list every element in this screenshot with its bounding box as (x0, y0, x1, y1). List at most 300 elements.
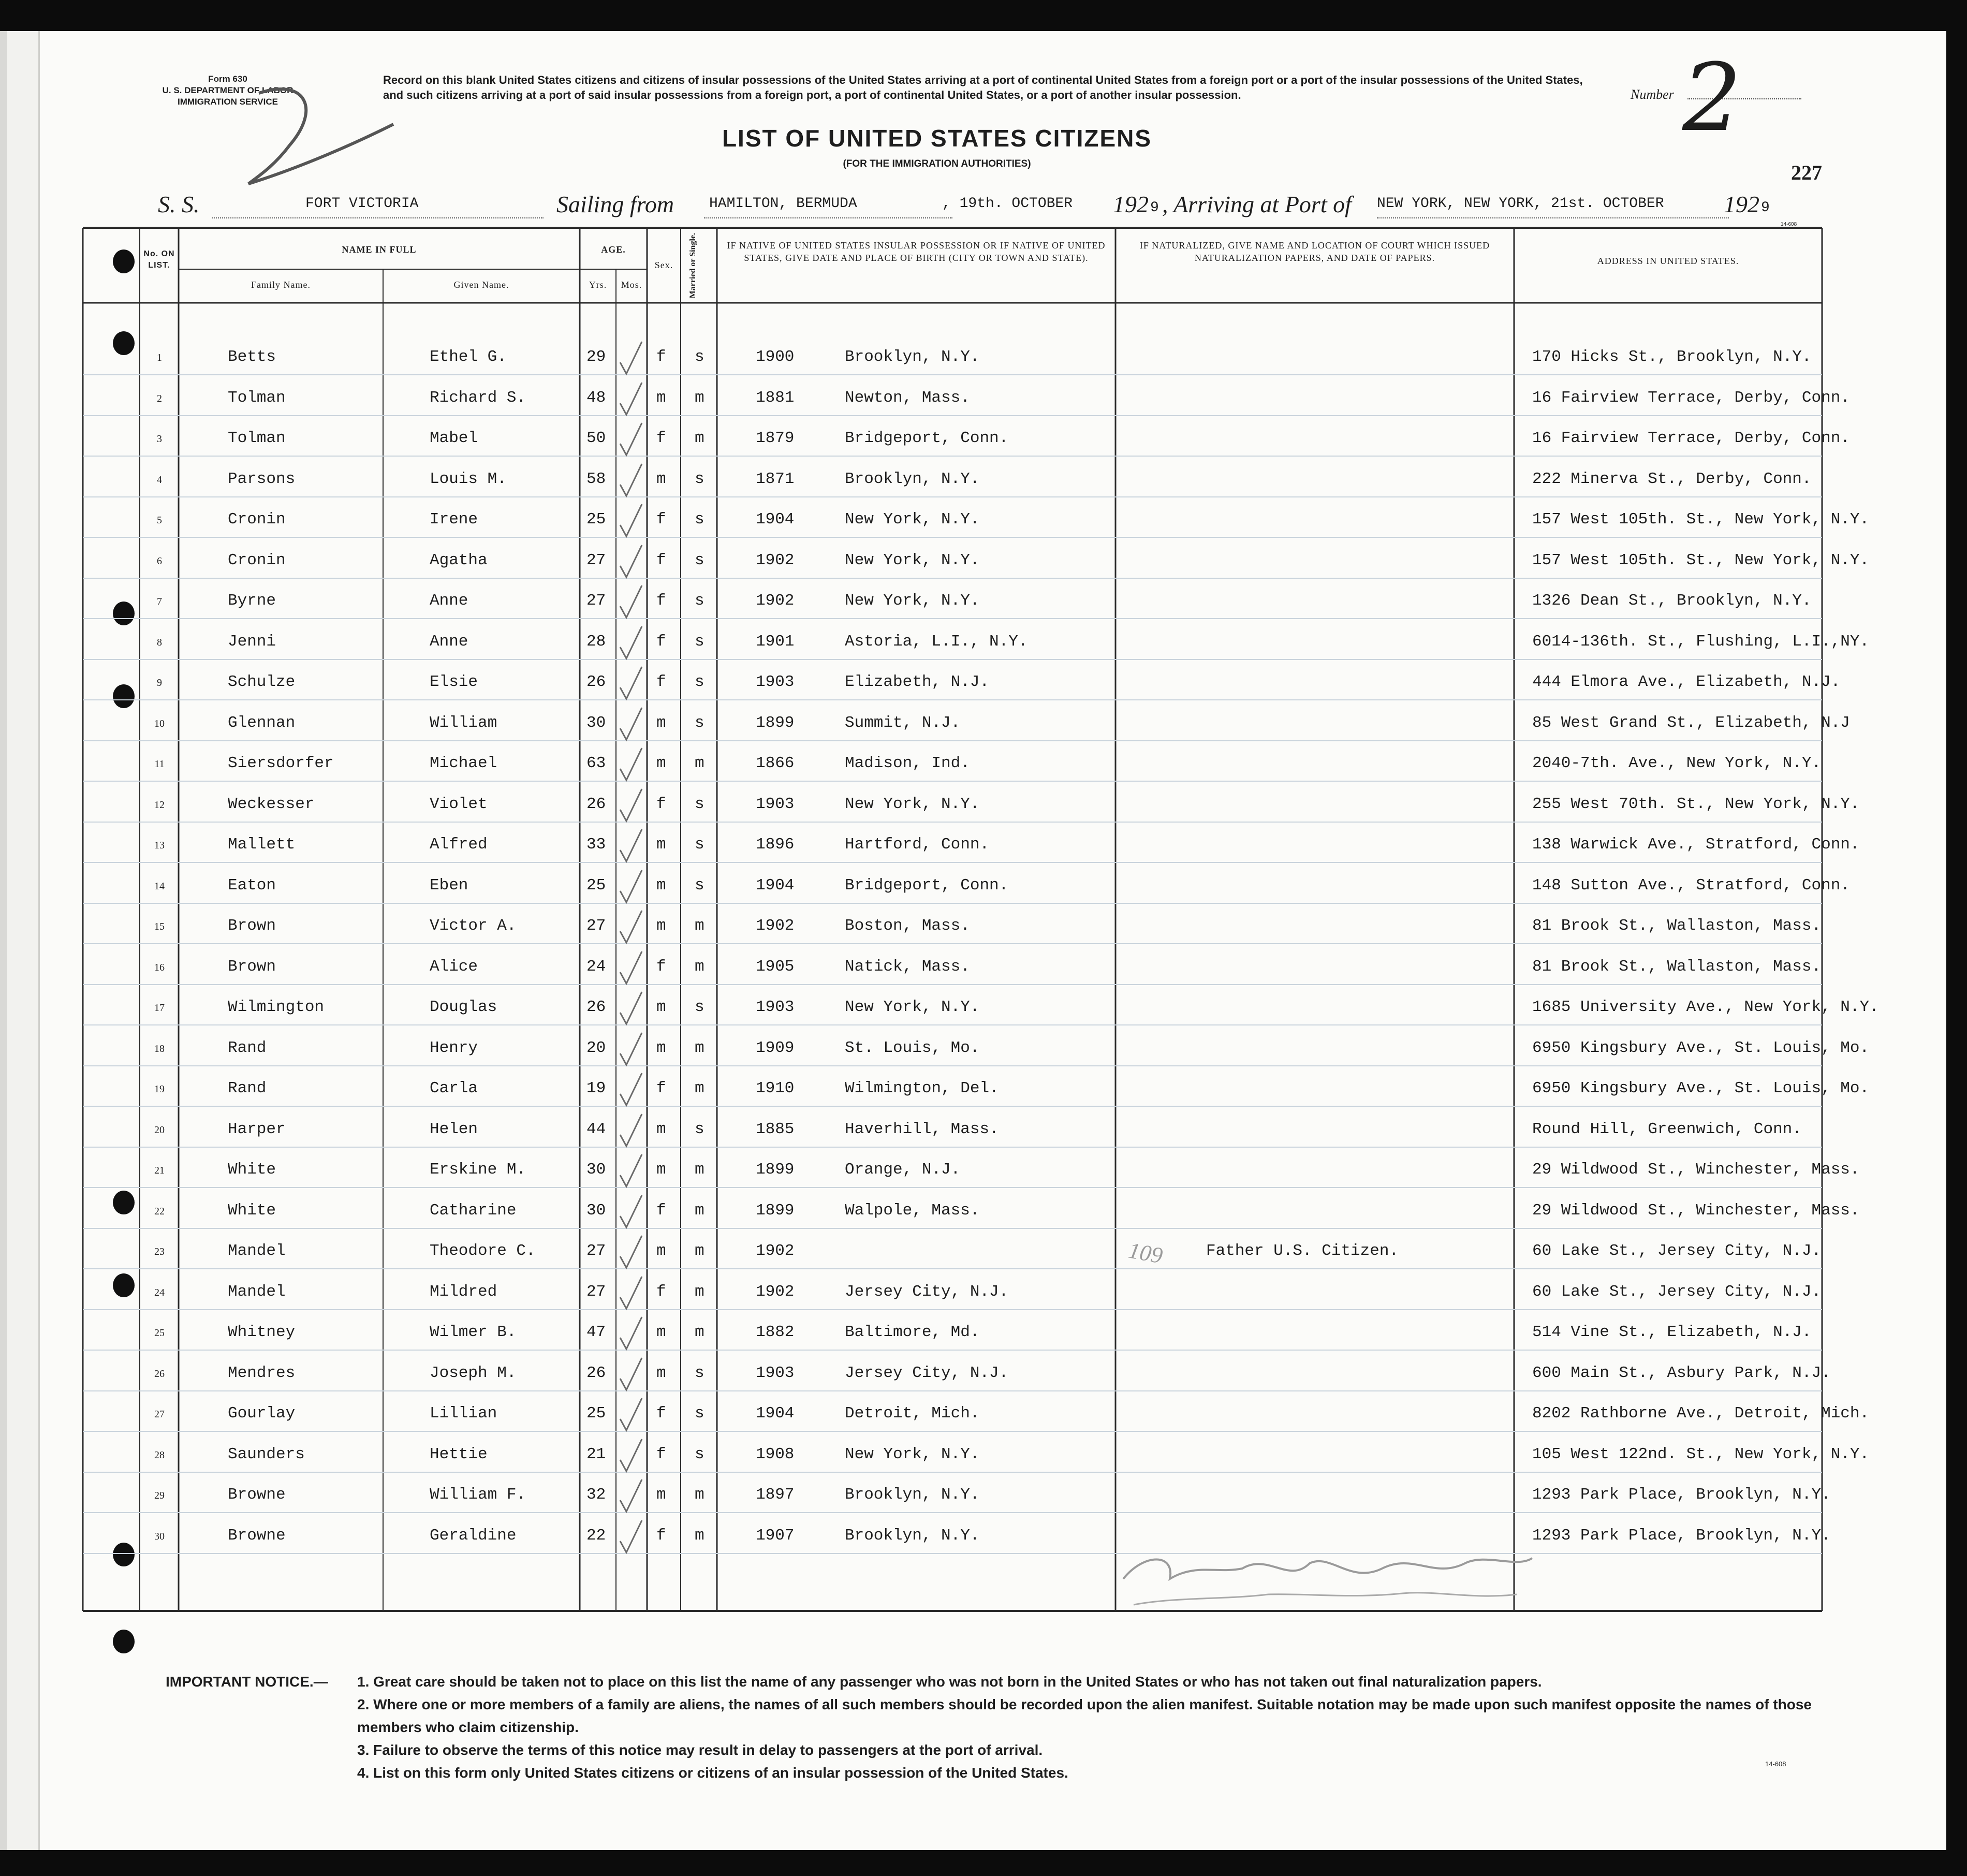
sex-cell: m (656, 1120, 666, 1138)
birth-place-cell: Bridgeport, Conn. (845, 429, 1009, 447)
row-number-cell: 17 (154, 1002, 165, 1014)
given-name-cell: Lillian (430, 1404, 497, 1423)
sex-cell: m (656, 1323, 666, 1341)
age-years-cell: 50 (586, 429, 606, 447)
given-name-cell: Hettie (430, 1445, 488, 1463)
birth-year-cell: 1871 (756, 470, 795, 488)
address-cell: 105 West 122nd. St., New York, N.Y. (1532, 1445, 1870, 1463)
family-name-cell: Betts (228, 348, 276, 366)
marital-status-cell: m (695, 1161, 704, 1179)
marital-status-cell: m (695, 1079, 704, 1097)
family-name-cell: Parsons (228, 470, 296, 488)
row-number-cell: 22 (154, 1205, 165, 1217)
row-number-cell: 20 (154, 1124, 165, 1136)
given-name-cell: Eben (430, 876, 468, 895)
family-name-cell: Harper (228, 1120, 286, 1138)
address-cell: 222 Minerva St., Derby, Conn. (1532, 470, 1812, 488)
address-cell: 6014-136th. St., Flushing, L.I.,NY. (1532, 632, 1870, 651)
birth-year-cell: 1881 (756, 388, 795, 407)
given-name-cell: Theodore C. (430, 1242, 536, 1260)
birth-year-cell: 1904 (756, 510, 795, 529)
row-number-cell: 26 (154, 1368, 165, 1380)
address-cell: 148 Sutton Ave., Stratford, Conn. (1532, 876, 1850, 895)
marital-status-cell: s (695, 632, 704, 651)
address-cell: 157 West 105th. St., New York, N.Y. (1532, 551, 1870, 569)
birth-year-cell: 1903 (756, 795, 795, 813)
given-name-cell: William (430, 713, 497, 732)
birth-place-cell: Wilmington, Del. (845, 1079, 999, 1097)
marital-status-cell: s (695, 713, 704, 732)
address-cell: 16 Fairview Terrace, Derby, Conn. (1532, 388, 1850, 407)
family-name-cell: Rand (228, 1079, 267, 1097)
address-cell: 444 Elmora Ave., Elizabeth, N.J. (1532, 673, 1841, 691)
family-name-cell: White (228, 1161, 276, 1179)
birth-year-cell: 1907 (756, 1526, 795, 1545)
given-name-cell: Michael (430, 754, 497, 772)
address-cell: 6950 Kingsbury Ave., St. Louis, Mo. (1532, 1079, 1870, 1097)
arrive-year-digit: 9 (1761, 200, 1770, 216)
address-cell: 29 Wildwood St., Winchester, Mass. (1532, 1161, 1860, 1179)
family-name-cell: Mandel (228, 1282, 286, 1301)
given-name-cell: Mildred (430, 1282, 497, 1301)
arrive-year: 192 (1724, 191, 1759, 217)
family-name-cell: Gourlay (228, 1404, 296, 1423)
sex-cell: f (656, 673, 666, 691)
birth-year-cell: 1902 (756, 1282, 795, 1301)
sex-cell: f (656, 510, 666, 529)
given-name-cell: Richard S. (430, 388, 526, 407)
sex-cell: f (656, 429, 666, 447)
given-name-cell: Agatha (430, 551, 488, 569)
notice-item-4: 4. List on this form only United States citizens or citizens of an insular possession of the United States. (357, 1765, 1068, 1781)
birth-year-cell: 1902 (756, 551, 795, 569)
age-years-cell: 33 (586, 836, 606, 854)
marital-status-cell: m (695, 1526, 704, 1545)
given-name-cell: Irene (430, 510, 478, 529)
family-name-cell: Browne (228, 1486, 286, 1504)
given-name-cell: Louis M. (430, 470, 507, 488)
birth-year-cell: 1902 (756, 1242, 795, 1260)
address-cell: 2040-7th. Ave., New York, N.Y. (1532, 754, 1822, 772)
marital-status-cell: s (695, 592, 704, 610)
age-years-cell: 30 (586, 713, 606, 732)
address-cell: 29 Wildwood St., Winchester, Mass. (1532, 1201, 1860, 1220)
birth-place-cell: New York, N.Y. (845, 551, 980, 569)
list-number: 2 (1682, 44, 1742, 152)
birth-place-cell: Walpole, Mass. (845, 1201, 980, 1220)
birth-place-cell: Elizabeth, N.J. (845, 673, 990, 691)
given-name-cell: Alfred (430, 836, 488, 854)
row-number-cell: 12 (154, 799, 165, 811)
col-header-yrs: Yrs. (589, 280, 607, 290)
family-name-cell: Cronin (228, 510, 286, 529)
sex-cell: f (656, 1201, 666, 1220)
instructions-text: Record on this blank United States citizens and citizens of insular possessions of the United States arriving at a port of continental United States from a foreign port or a port of the insular possessions of the United States, and such citizens arriving at a port of said insular possessions from a foreign port, a port of continental United States, or a port of another insular possession. (383, 74, 1583, 101)
row-number-cell: 13 (154, 840, 165, 851)
col-header-name: NAME IN FULL (342, 244, 417, 255)
address-cell: 60 Lake St., Jersey City, N.J. (1532, 1282, 1822, 1301)
birth-year-cell: 1903 (756, 998, 795, 1016)
sex-cell: m (656, 388, 666, 407)
row-number-cell: 4 (157, 474, 162, 486)
birth-year-cell: 1904 (756, 876, 795, 895)
to-port: NEW YORK, NEW YORK, 21st. OCTOBER (1377, 196, 1664, 212)
sex-cell: f (656, 957, 666, 976)
address-cell: 8202 Rathborne Ave., Detroit, Mich. (1532, 1404, 1870, 1423)
sex-cell: f (656, 1282, 666, 1301)
birth-place-cell: Bridgeport, Conn. (845, 876, 1009, 895)
sex-cell: f (656, 1404, 666, 1423)
age-years-cell: 63 (586, 754, 606, 772)
family-name-cell: Schulze (228, 673, 296, 691)
address-cell: 138 Warwick Ave., Stratford, Conn. (1532, 836, 1860, 854)
col-header-no: No. ON LIST. (143, 250, 175, 270)
birth-place-cell: Summit, N.J. (845, 713, 961, 732)
birth-place-cell: Boston, Mass. (845, 917, 970, 935)
birth-year-cell: 1910 (756, 1079, 795, 1097)
sex-cell: m (656, 917, 666, 935)
notice-item-3: 3. Failure to observe the terms of this notice may result in delay to passengers at the port of arrival. (357, 1742, 1043, 1758)
sex-cell: f (656, 1079, 666, 1097)
family-name-cell: Tolman (228, 429, 286, 447)
age-years-cell: 30 (586, 1201, 606, 1220)
marital-status-cell: m (695, 1282, 704, 1301)
age-years-cell: 24 (586, 957, 606, 976)
row-number-cell: 29 (154, 1490, 165, 1501)
sex-cell: f (656, 592, 666, 610)
row-number-cell: 24 (154, 1286, 165, 1298)
col-header-married: Married or Single. (688, 233, 697, 299)
family-name-cell: White (228, 1201, 276, 1220)
given-name-cell: Geraldine (430, 1526, 517, 1545)
row-number-cell: 28 (154, 1449, 165, 1461)
birth-place-cell: Brooklyn, N.Y. (845, 348, 980, 366)
address-cell: 600 Main St., Asbury Park, N.J. (1532, 1364, 1831, 1382)
col-header-age: AGE. (601, 244, 626, 255)
marital-status-cell: s (695, 551, 704, 569)
row-number-cell: 30 (154, 1530, 165, 1542)
given-name-cell: Elsie (430, 673, 478, 691)
birth-place-cell: Brooklyn, N.Y. (845, 470, 980, 488)
birth-year-cell: 1902 (756, 917, 795, 935)
notice-item-2: 2. Where one or more members of a family are aliens, the names of all such members should be recorded upon the alien manifest. Suitable notation may be made upon such manifest opposite the names of those members who claim citizenship. (357, 1696, 1812, 1735)
notice-lead: IMPORTANT NOTICE.— (166, 1674, 328, 1690)
birth-year-cell: 1905 (756, 957, 795, 976)
col-header-family: Family Name. (251, 280, 311, 290)
age-years-cell: 27 (586, 1282, 606, 1301)
address-cell: 16 Fairview Terrace, Derby, Conn. (1532, 429, 1850, 447)
age-years-cell: 47 (586, 1323, 606, 1341)
marital-status-cell: s (695, 470, 704, 488)
address-cell: 60 Lake St., Jersey City, N.J. (1532, 1242, 1822, 1260)
address-cell: 157 West 105th. St., New York, N.Y. (1532, 510, 1870, 529)
birth-place-cell: Baltimore, Md. (845, 1323, 980, 1341)
birth-year-cell: 1901 (756, 632, 795, 651)
sex-cell: m (656, 1242, 666, 1260)
row-number-cell: 27 (154, 1409, 165, 1420)
sail-year: 192 (1113, 191, 1149, 217)
row-number-cell: 10 (154, 717, 165, 729)
age-years-cell: 48 (586, 388, 606, 407)
given-name-cell: Anne (430, 632, 468, 651)
page-subtitle: (FOR THE IMMIGRATION AUTHORITIES) (843, 158, 1031, 169)
birth-year-cell: 1885 (756, 1120, 795, 1138)
sex-cell: m (656, 1038, 666, 1057)
address-cell: 255 West 70th. St., New York, N.Y. (1532, 795, 1860, 813)
age-years-cell: 28 (586, 632, 606, 651)
row-number-cell: 15 (154, 921, 165, 932)
family-name-cell: Byrne (228, 592, 276, 610)
family-name-cell: Cronin (228, 551, 286, 569)
marital-status-cell: m (695, 1038, 704, 1057)
age-years-cell: 30 (586, 1161, 606, 1179)
page-stamp: 227 (1791, 161, 1822, 184)
department-name: U. S. DEPARTMENT OF LABOR (162, 85, 293, 95)
sex-cell: f (656, 795, 666, 813)
birth-year-cell: 1866 (756, 754, 795, 772)
given-name-cell: Wilmer B. (430, 1323, 517, 1341)
age-years-cell: 44 (586, 1120, 606, 1138)
ss-label: S. S. (158, 191, 200, 217)
notice-items (357, 1670, 1869, 1784)
sex-cell: m (656, 1161, 666, 1179)
family-name-cell: Saunders (228, 1445, 305, 1463)
marital-status-cell: s (695, 1445, 704, 1463)
given-name-cell: Catharine (430, 1201, 517, 1220)
birth-place-cell: New York, N.Y. (845, 998, 980, 1016)
row-number-cell: 18 (154, 1043, 165, 1054)
row-number-cell: 19 (154, 1083, 165, 1095)
birth-place-cell: Madison, Ind. (845, 754, 970, 772)
address-cell: 1293 Park Place, Brooklyn, N.Y. (1532, 1486, 1831, 1504)
marital-status-cell: m (695, 1486, 704, 1504)
age-years-cell: 58 (586, 470, 606, 488)
arriving-label: , Arriving at Port of (1162, 191, 1352, 217)
given-name-cell: Victor A. (430, 917, 517, 935)
address-cell: 81 Brook St., Wallaston, Mass. (1532, 957, 1822, 976)
age-years-cell: 27 (586, 592, 606, 610)
sail-year-digit: 9 (1150, 200, 1159, 216)
family-name-cell: Mandel (228, 1242, 286, 1260)
family-name-cell: Mallett (228, 836, 296, 854)
col-header-mos: Mos. (621, 280, 642, 290)
given-name-cell: Carla (430, 1079, 478, 1097)
birth-year-cell: 1879 (756, 429, 795, 447)
family-name-cell: Weckesser (228, 795, 315, 813)
birth-year-cell: 1900 (756, 348, 795, 366)
marital-status-cell: m (695, 1323, 704, 1341)
age-years-cell: 19 (586, 1079, 606, 1097)
age-years-cell: 25 (586, 510, 606, 529)
age-years-cell: 29 (586, 348, 606, 366)
age-years-cell: 21 (586, 1445, 606, 1463)
marital-status-cell: s (695, 1364, 704, 1382)
marital-status-cell: s (695, 795, 704, 813)
col-header-given: Given Name. (453, 280, 509, 290)
marital-status-cell: m (695, 754, 704, 772)
row-number-cell: 25 (154, 1327, 165, 1339)
ship-name: FORT VICTORIA (305, 196, 419, 212)
age-years-cell: 22 (586, 1526, 606, 1545)
birth-place-cell: Haverhill, Mass. (845, 1120, 999, 1138)
birth-place-cell: New York, N.Y. (845, 510, 980, 529)
age-years-cell: 25 (586, 1404, 606, 1423)
col-header-sex: Sex. (654, 260, 673, 270)
from-port: HAMILTON, BERMUDA (709, 196, 857, 212)
birth-place-cell: New York, N.Y. (845, 1445, 980, 1463)
address-cell: 514 Vine St., Elizabeth, N.J. (1532, 1323, 1812, 1341)
marital-status-cell: s (695, 1120, 704, 1138)
birth-place-cell: New York, N.Y. (845, 592, 980, 610)
birth-place-cell: Detroit, Mich. (845, 1404, 980, 1423)
row-number-cell: 21 (154, 1165, 165, 1176)
birth-year-cell: 1899 (756, 1201, 795, 1220)
given-name-cell: Erskine M. (430, 1161, 526, 1179)
given-name-cell: Joseph M. (430, 1364, 517, 1382)
given-name-cell: Violet (430, 795, 488, 813)
service-name: IMMIGRATION SERVICE (178, 97, 278, 107)
sex-cell: f (656, 1445, 666, 1463)
age-years-cell: 27 (586, 1242, 606, 1260)
birth-year-cell: 1897 (756, 1486, 795, 1504)
number-label: Number (1631, 87, 1674, 102)
age-years-cell: 26 (586, 673, 606, 691)
birth-place-cell: Hartford, Conn. (845, 836, 990, 854)
family-name-cell: Whitney (228, 1323, 296, 1341)
family-name-cell: Rand (228, 1038, 267, 1057)
marital-status-cell: s (695, 510, 704, 529)
sex-cell: m (656, 998, 666, 1016)
marital-status-cell: s (695, 876, 704, 895)
address-cell: 85 West Grand St., Elizabeth, N.J (1532, 713, 1850, 732)
sex-cell: m (656, 876, 666, 895)
marital-status-cell: m (695, 429, 704, 447)
address-cell: 6950 Kingsbury Ave., St. Louis, Mo. (1532, 1038, 1870, 1057)
sex-cell: f (656, 551, 666, 569)
address-cell: 1293 Park Place, Brooklyn, N.Y. (1532, 1526, 1831, 1545)
given-name-cell: Alice (430, 957, 478, 976)
given-name-cell: Ethel G. (430, 348, 507, 366)
given-name-cell: Henry (430, 1038, 478, 1057)
row-number-cell: 16 (154, 961, 165, 973)
birth-place-cell: Brooklyn, N.Y. (845, 1526, 980, 1545)
birth-year-cell: 1896 (756, 836, 795, 854)
given-name-cell: Anne (430, 592, 468, 610)
birth-year-cell: 1902 (756, 592, 795, 610)
pencil-stamp-number: 109 (1126, 1237, 1165, 1269)
age-years-cell: 27 (586, 917, 606, 935)
row-number-cell: 2 (157, 392, 162, 404)
row-number-cell: 14 (154, 880, 165, 892)
birth-year-cell: 1909 (756, 1038, 795, 1057)
col-header-naturalized: IF NATURALIZED, GIVE NAME AND LOCATION OF COURT WHICH ISSUED NATURALIZATION PAPERS, AND DATE OF PAPERS. (1139, 240, 1490, 263)
marital-status-cell: s (695, 998, 704, 1016)
sex-cell: m (656, 470, 666, 488)
marital-status-cell: s (695, 348, 704, 366)
sex-cell: m (656, 713, 666, 732)
marital-status-cell: m (695, 957, 704, 976)
print-code-bottom: 14-608 (1765, 1760, 1786, 1768)
sex-cell: f (656, 632, 666, 651)
row-number-cell: 3 (157, 433, 162, 445)
print-code-top: 14-608 (1781, 222, 1797, 227)
marital-status-cell: m (695, 917, 704, 935)
row-number-cell: 7 (157, 596, 162, 607)
family-name-cell: Brown (228, 957, 276, 976)
address-cell: Round Hill, Greenwich, Conn. (1532, 1120, 1802, 1138)
row-number-cell: 5 (157, 515, 162, 526)
age-years-cell: 32 (586, 1486, 606, 1504)
sex-cell: m (656, 1364, 666, 1382)
marital-status-cell: m (695, 388, 704, 407)
page-title: LIST OF UNITED STATES CITIZENS (722, 125, 1152, 152)
birth-place-cell: Jersey City, N.J. (845, 1364, 1009, 1382)
family-name-cell: Wilmington (228, 998, 325, 1016)
sex-cell: m (656, 1486, 666, 1504)
row-number-cell: 1 (157, 352, 162, 363)
age-years-cell: 26 (586, 998, 606, 1016)
marital-status-cell: m (695, 1201, 704, 1220)
birth-place-cell: New York, N.Y. (845, 795, 980, 813)
form-number: Form 630 (208, 74, 247, 84)
marital-status-cell: s (695, 673, 704, 691)
birth-year-cell: 1903 (756, 673, 795, 691)
birth-place-cell: Jersey City, N.J. (845, 1282, 1009, 1301)
sail-date: , 19th. OCTOBER (942, 196, 1073, 212)
notice-item-1: 1. Great care should be taken not to place on this list the name of any passenger who was not born in the United States or who has not taken out final naturalization papers. (357, 1674, 1542, 1690)
birth-year-cell: 1899 (756, 1161, 795, 1179)
address-cell: 1685 University Ave., New York, N.Y. (1532, 998, 1879, 1016)
col-header-birth: IF NATIVE OF UNITED STATES INSULAR POSSESSION OR IF NATIVE OF UNITED STATES, GIVE DATE AND PLACE OF BIRTH (CITY OR TOWN AND STATE). (727, 240, 1106, 263)
age-years-cell: 26 (586, 1364, 606, 1382)
age-years-cell: 27 (586, 551, 606, 569)
marital-status-cell: m (695, 1242, 704, 1260)
family-name-cell: Browne (228, 1526, 286, 1545)
birth-place-cell: St. Louis, Mo. (845, 1038, 980, 1057)
col-header-address: ADDRESS IN UNITED STATES. (1597, 256, 1739, 266)
age-years-cell: 25 (586, 876, 606, 895)
birth-year-cell: 1903 (756, 1364, 795, 1382)
birth-year-cell: 1882 (756, 1323, 795, 1341)
family-name-cell: Siersdorfer (228, 754, 334, 772)
family-name-cell: Jenni (228, 632, 276, 651)
birth-place-cell: Newton, Mass. (845, 388, 970, 407)
handwritten-signature (1113, 1532, 1548, 1615)
address-cell: 170 Hicks St., Brooklyn, N.Y. (1532, 348, 1812, 366)
family-name-cell: Eaton (228, 876, 276, 895)
sailing-label: Sailing from (556, 191, 674, 217)
birth-place-cell: Orange, N.J. (845, 1161, 961, 1179)
given-name-cell: Douglas (430, 998, 497, 1016)
given-name-cell: Mabel (430, 429, 478, 447)
family-name-cell: Mendres (228, 1364, 296, 1382)
address-cell: 1326 Dean St., Brooklyn, N.Y. (1532, 592, 1812, 610)
naturalization-cell: Father U.S. Citizen. (1206, 1242, 1399, 1260)
family-name-cell: Glennan (228, 713, 296, 732)
birth-year-cell: 1904 (756, 1404, 795, 1423)
given-name-cell: Helen (430, 1120, 478, 1138)
birth-place-cell: Astoria, L.I., N.Y. (845, 632, 1028, 651)
sex-cell: m (656, 754, 666, 772)
marital-status-cell: s (695, 1404, 704, 1423)
row-number-cell: 6 (157, 555, 162, 567)
row-number-cell: 9 (157, 677, 162, 688)
row-number-cell: 11 (154, 758, 165, 770)
row-number-cell: 8 (157, 636, 162, 648)
age-years-cell: 20 (586, 1038, 606, 1057)
row-number-cell: 23 (154, 1246, 165, 1257)
age-years-cell: 26 (586, 795, 606, 813)
